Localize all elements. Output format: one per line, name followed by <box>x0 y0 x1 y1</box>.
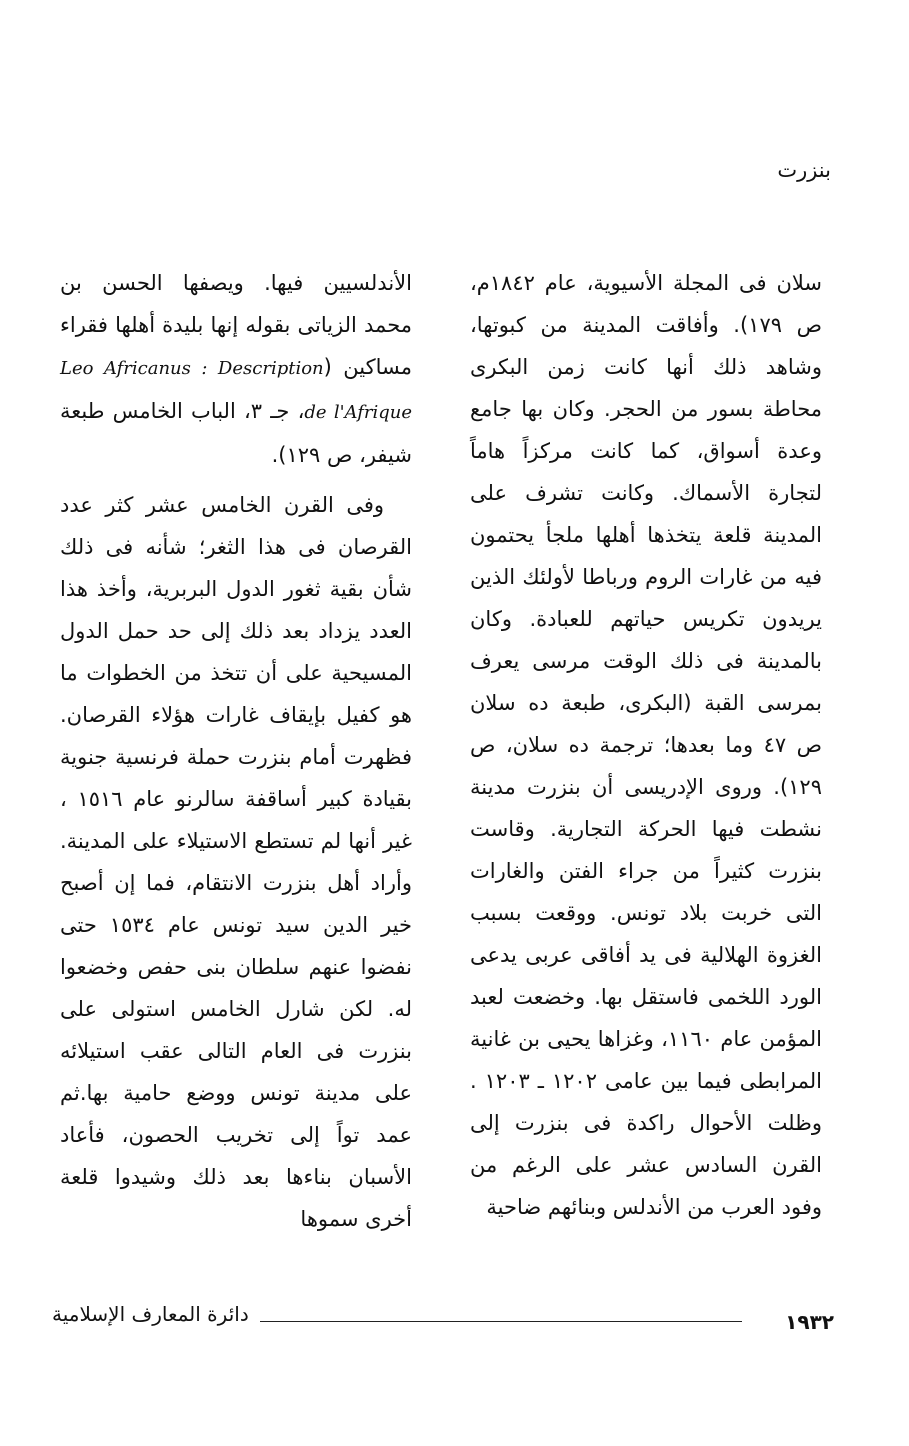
footer-rule <box>260 1321 742 1322</box>
left-column <box>60 262 412 1240</box>
footer-title: دائرة المعارف الإسلامية <box>52 1302 249 1326</box>
right-column-paragraph: سلان فى المجلة الأسيوية، عام ١٨٤٢م، ص ١٧٩). وأفاقت المدينة من كبوتها، وشاهد ذلك أنها كانت زمن البكرى محاطة بسور من الحجر. وكان بها جامع وعدة أسواق، كما كانت مركزاً هاماً لتجارة الأسماك. وكانت تشرف على المدينة قلعة يتخذها أهلها ملجأ يحتمون فيه من غارات الروم ورباطا لأولئك الذين يريدون تكريس حياتهم للعبادة. وكان بالمدينة فى ذلك الوقت مرسى يعرف بمرسى القبة (البكرى، طبعة ده سلان ص ٤٧ وما بعدها؛ ترجمة ده سلان، ص ١٢٩). وروى الإدريسى أن بنزرت مدينة نشطت فيها الحركة التجارية. وقاست بنزرت كثيراً من جراء الفتن والغارات التى خربت بلاد تونس. ووقعت بسبب الغزوة الهلالية فى يد أفاقى عربى يدعى الورد اللخمى فاستقل بها. وخضعت لعبد المؤمن عام ١١٦٠، وغزاها يحيى بن غانية المرابطى فيما بين عامى ١٢٠٢ ـ ١٢٠٣ . وظلت الأحوال راكدة فى بنزرت إلى القرن السادس عشر على الرغم من وفود العرب من الأندلس وبنائهم ضاحية <box>470 271 822 1219</box>
paragraph-1-arabic-text: الأندلسيين فيها. ويصفها الحسن بن محمد الزياتى بقوله إنها بليدة أهلها فقراء مساكين ( <box>60 271 412 379</box>
latin-reference: Leo Africanus : Description de l'Afrique <box>60 358 412 423</box>
paragraph-1-arabic-text-end: ، جـ ٣، الباب الخامس طبعة شيفر، ص ١٢٩). <box>60 399 412 467</box>
page-number: ١٩٣٢ <box>785 1310 834 1334</box>
left-column-paragraph-1 <box>60 262 412 476</box>
right-column <box>470 262 822 1228</box>
page-footer <box>52 1302 834 1342</box>
left-column-paragraph-2: وفى القرن الخامس عشر كثر عدد القرصان فى هذا الثغر؛ شأنه فى ذلك شأن بقية ثغور الدول البربرية، وأخذ هذا العدد يزداد بعد ذلك إلى حد حمل الدول المسيحية على أن تتخذ من الخطوات ما هو كفيل بإيقاف غارات هؤلاء القرصان. فظهرت أمام بنزرت حملة فرنسية جنوية بقيادة كبير أساقفة سالرنو عام ١٥١٦ ، غير أنها لم تستطع الاستيلاء على المدينة. وأراد أهل بنزرت الانتقام، فما إن أصبح خير الدين سيد تونس عام ١٥٣٤ حتى نفضوا عنهم سلطان بنى حفص وخضعوا له. لكن شارل الخامس استولى على بنزرت فى العام التالى عقب استيلائه على مدينة تونس ووضع حامية بها.ثم عمد تواً إلى تخريب الحصون، فأعاد الأسبان بناءها بعد ذلك وشيدوا قلعة أخرى سموها <box>60 493 413 1231</box>
running-head: بنزرت <box>777 158 831 182</box>
